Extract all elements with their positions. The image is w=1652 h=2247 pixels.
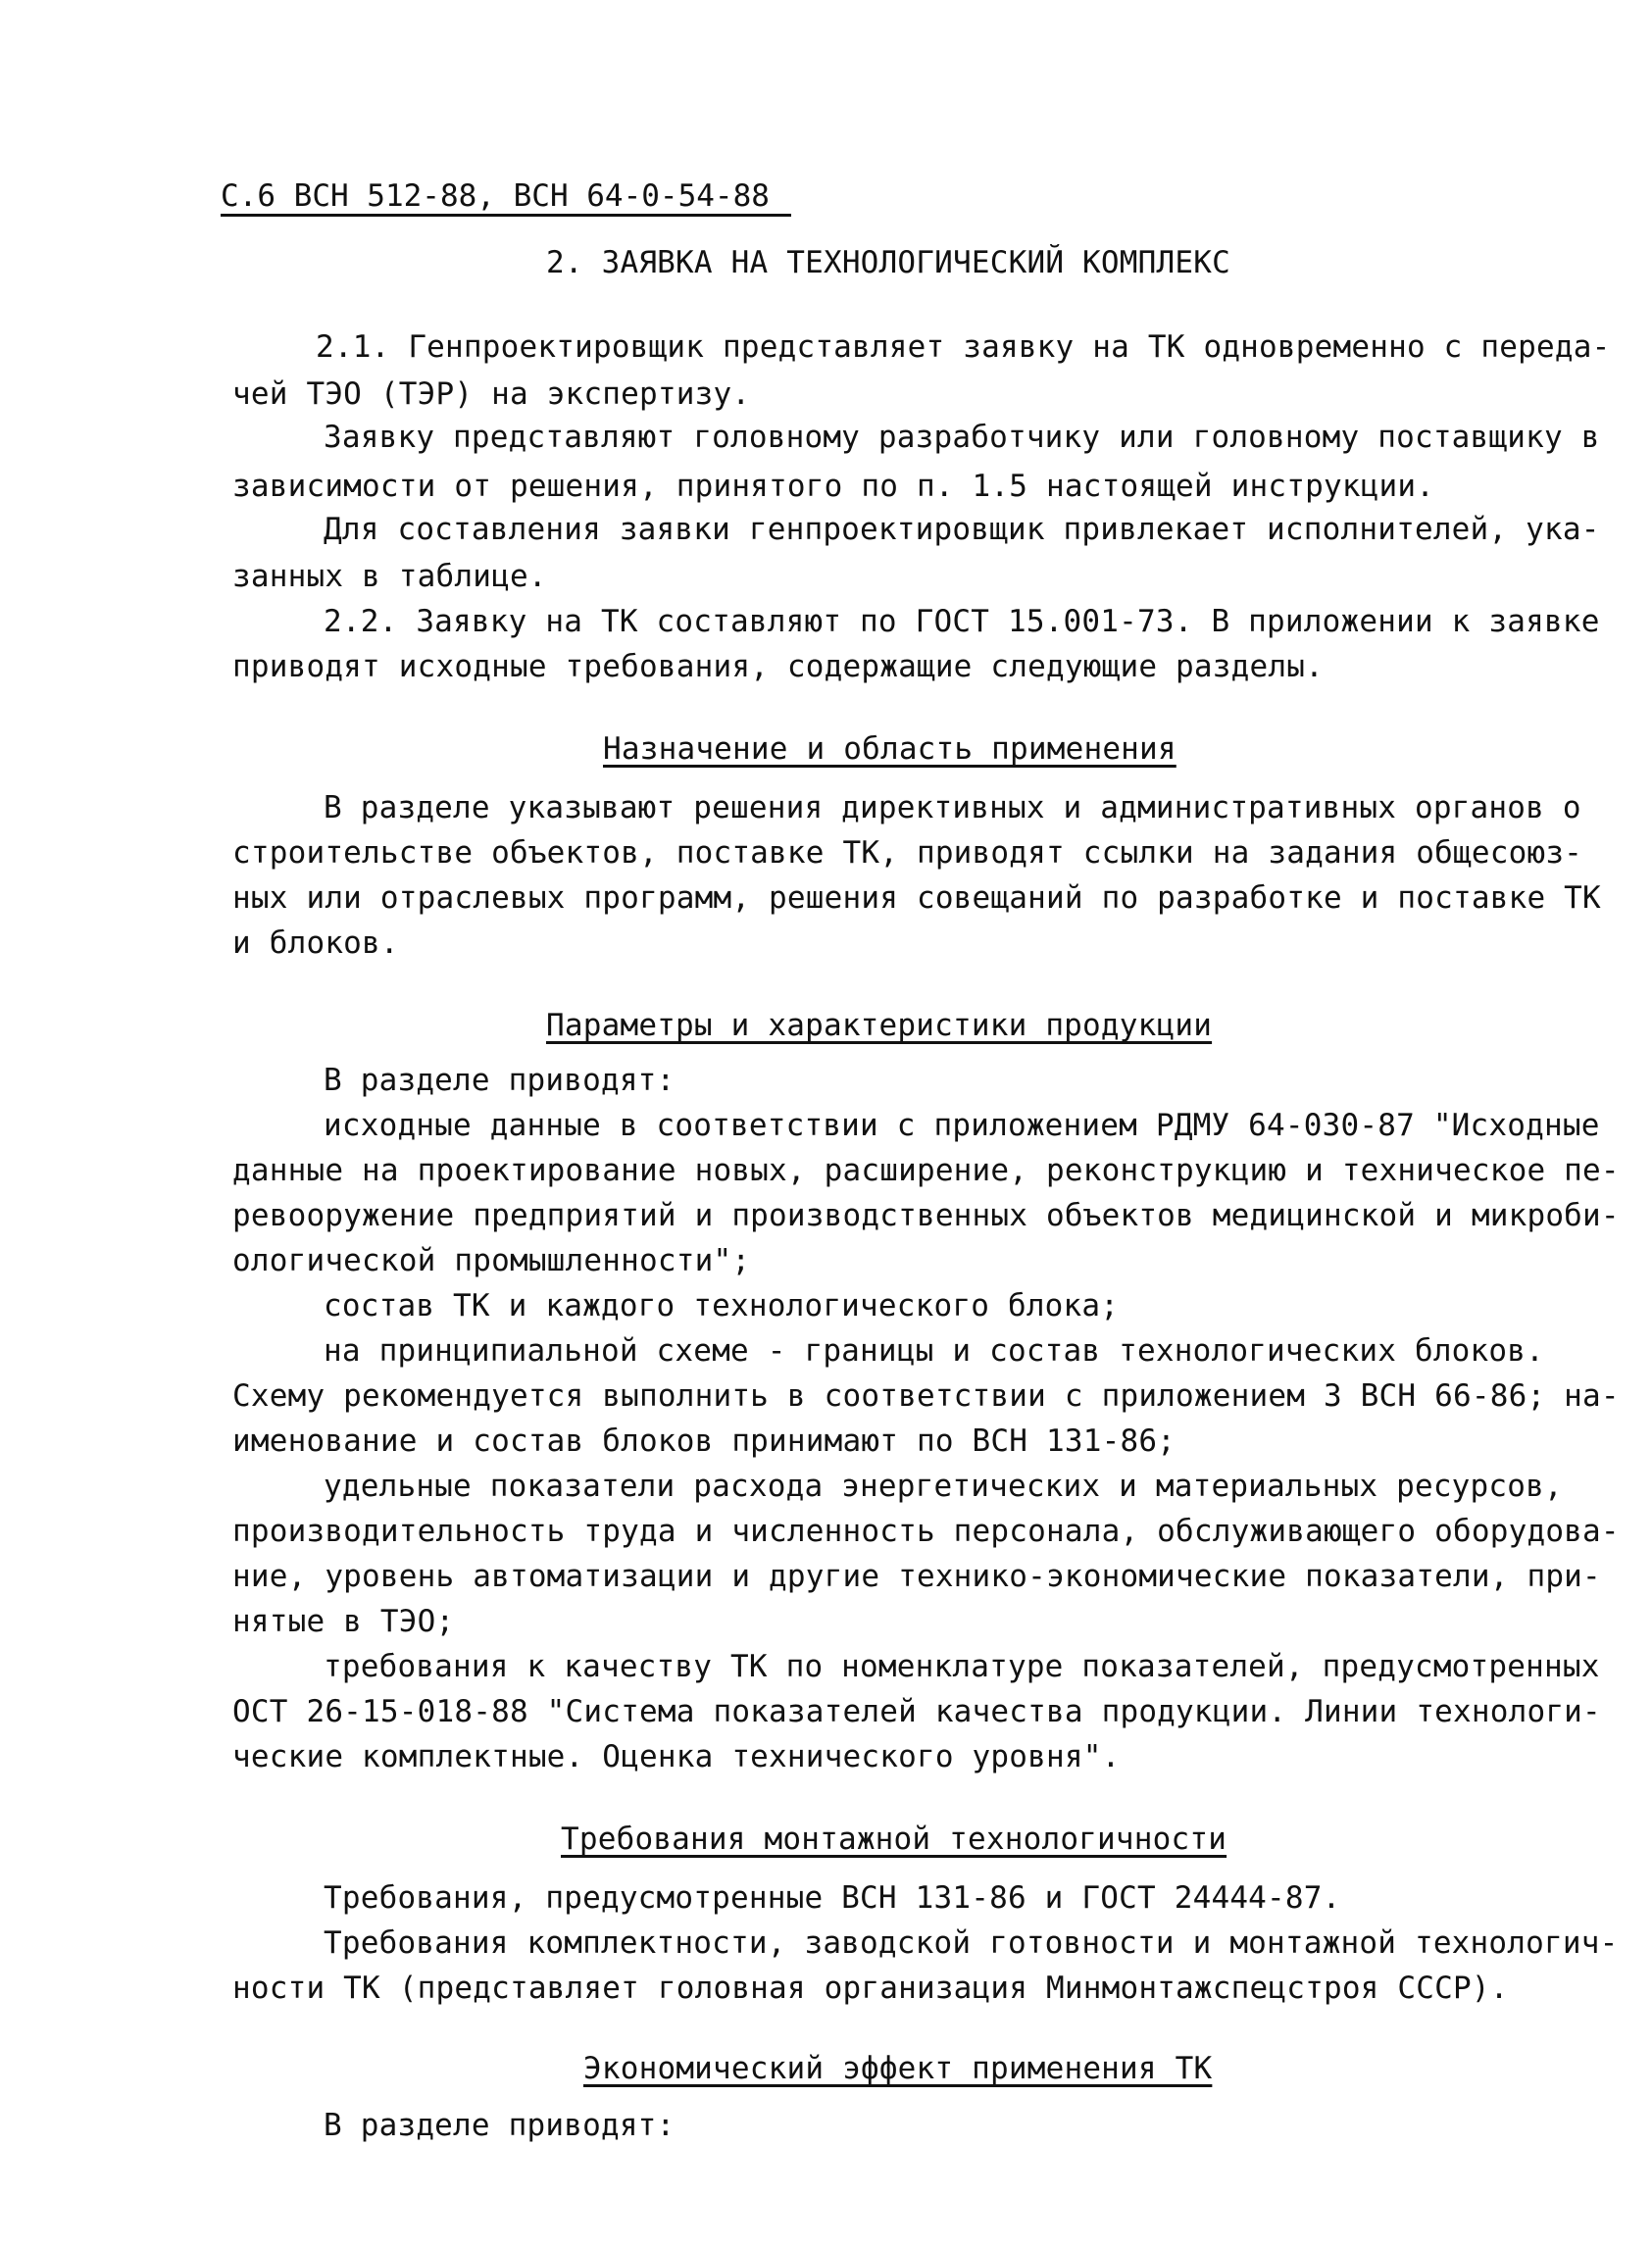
paragraph-line: ние, уровень автоматизации и другие технико-экономические показатели, при- xyxy=(232,1559,1601,1594)
paragraph-line: 2.1. Генпроектировщик представляет заявку на ТК одновременно с переда- xyxy=(316,329,1611,365)
paragraph-line: удельные показатели расхода энергетических и материальных ресурсов, xyxy=(324,1469,1563,1504)
paragraph-line: и блоков. xyxy=(232,925,399,961)
paragraph-line: ОСТ 26-15-018-88 "Система показателей качества продукции. Линии технологи- xyxy=(232,1694,1601,1729)
paragraph-line: состав ТК и каждого технологического блока; xyxy=(324,1288,1120,1323)
subsection-heading: Экономический эффект применения ТК xyxy=(583,2051,1213,2086)
paragraph-line: занных в таблице. xyxy=(232,559,547,594)
page-header: С.6 ВСН 512-88, ВСН 64-0-54-88 xyxy=(221,178,770,214)
paragraph-line: на принципиальной схеме - границы и состав технологических блоков. xyxy=(324,1333,1544,1369)
paragraph-line: зависимости от решения, принятого по п. 1.5 настоящей инструкции. xyxy=(232,469,1435,504)
section-title: 2. ЗАЯВКА НА ТЕХНОЛОГИЧЕСКИЙ КОМПЛЕКС xyxy=(546,245,1230,280)
paragraph-line: нятые в ТЭО; xyxy=(232,1604,455,1639)
paragraph-line: Требования, предусмотренные ВСН 131-86 и ГОСТ 24444-87. xyxy=(324,1880,1341,1916)
paragraph-line: данные на проектирование новых, расширение, реконструкцию и техническое пе- xyxy=(232,1153,1620,1188)
paragraph-line: чей ТЭО (ТЭР) на экспертизу. xyxy=(232,376,751,412)
paragraph-line: Заявку представляют головному разработчику или головному поставщику в xyxy=(324,420,1600,455)
subsection-heading: Требования монтажной технологичности xyxy=(561,1822,1227,1857)
paragraph-line: 2.2. Заявку на ТК составляют по ГОСТ 15.001-73. В приложении к заявке xyxy=(324,604,1600,639)
paragraph-line: строительстве объектов, поставке ТК, приводят ссылки на задания общесоюз- xyxy=(232,835,1583,871)
paragraph-line: Для составления заявки генпроектировщик привлекает исполнителей, ука- xyxy=(324,512,1600,547)
header-underline xyxy=(221,214,791,217)
subsection-heading: Параметры и характеристики продукции xyxy=(546,1008,1213,1043)
paragraph-line: производительность труда и численность персонала, обслуживающего оборудова- xyxy=(232,1514,1620,1549)
paragraph-line: В разделе приводят: xyxy=(324,2108,676,2143)
paragraph-line: исходные данные в соответствии с приложением РДМУ 64-030-87 "Исходные xyxy=(324,1108,1600,1143)
paragraph-line: Схему рекомендуется выполнить в соответствии с приложением 3 ВСН 66-86; на- xyxy=(232,1378,1620,1414)
paragraph-line: ческие комплектные. Оценка технического уровня". xyxy=(232,1739,1121,1774)
paragraph-line: требования к качеству ТК по номенклатуре показателей, предусмотренных xyxy=(324,1649,1600,1684)
subsection-heading: Назначение и область применения xyxy=(603,731,1176,767)
paragraph-line: ности ТК (представляет головная организация Минмонтажспецстроя СССР). xyxy=(232,1971,1509,2006)
paragraph-line: В разделе приводят: xyxy=(324,1063,676,1098)
paragraph-line: приводят исходные требования, содержащие следующие разделы. xyxy=(232,649,1324,684)
paragraph-line: Требования комплектности, заводской готовности и монтажной технологич- xyxy=(324,1925,1619,1961)
paragraph-line: ологической промышленности"; xyxy=(232,1243,751,1278)
paragraph-line: ревооружение предприятий и производственных объектов медицинской и микроби- xyxy=(232,1198,1620,1233)
paragraph-line: ных или отраслевых программ, решения совещаний по разработке и поставке ТК xyxy=(232,880,1601,916)
paragraph-line: В разделе указывают решения директивных и административных органов о xyxy=(324,790,1581,825)
paragraph-line: именование и состав блоков принимают по ВСН 131-86; xyxy=(232,1423,1176,1459)
